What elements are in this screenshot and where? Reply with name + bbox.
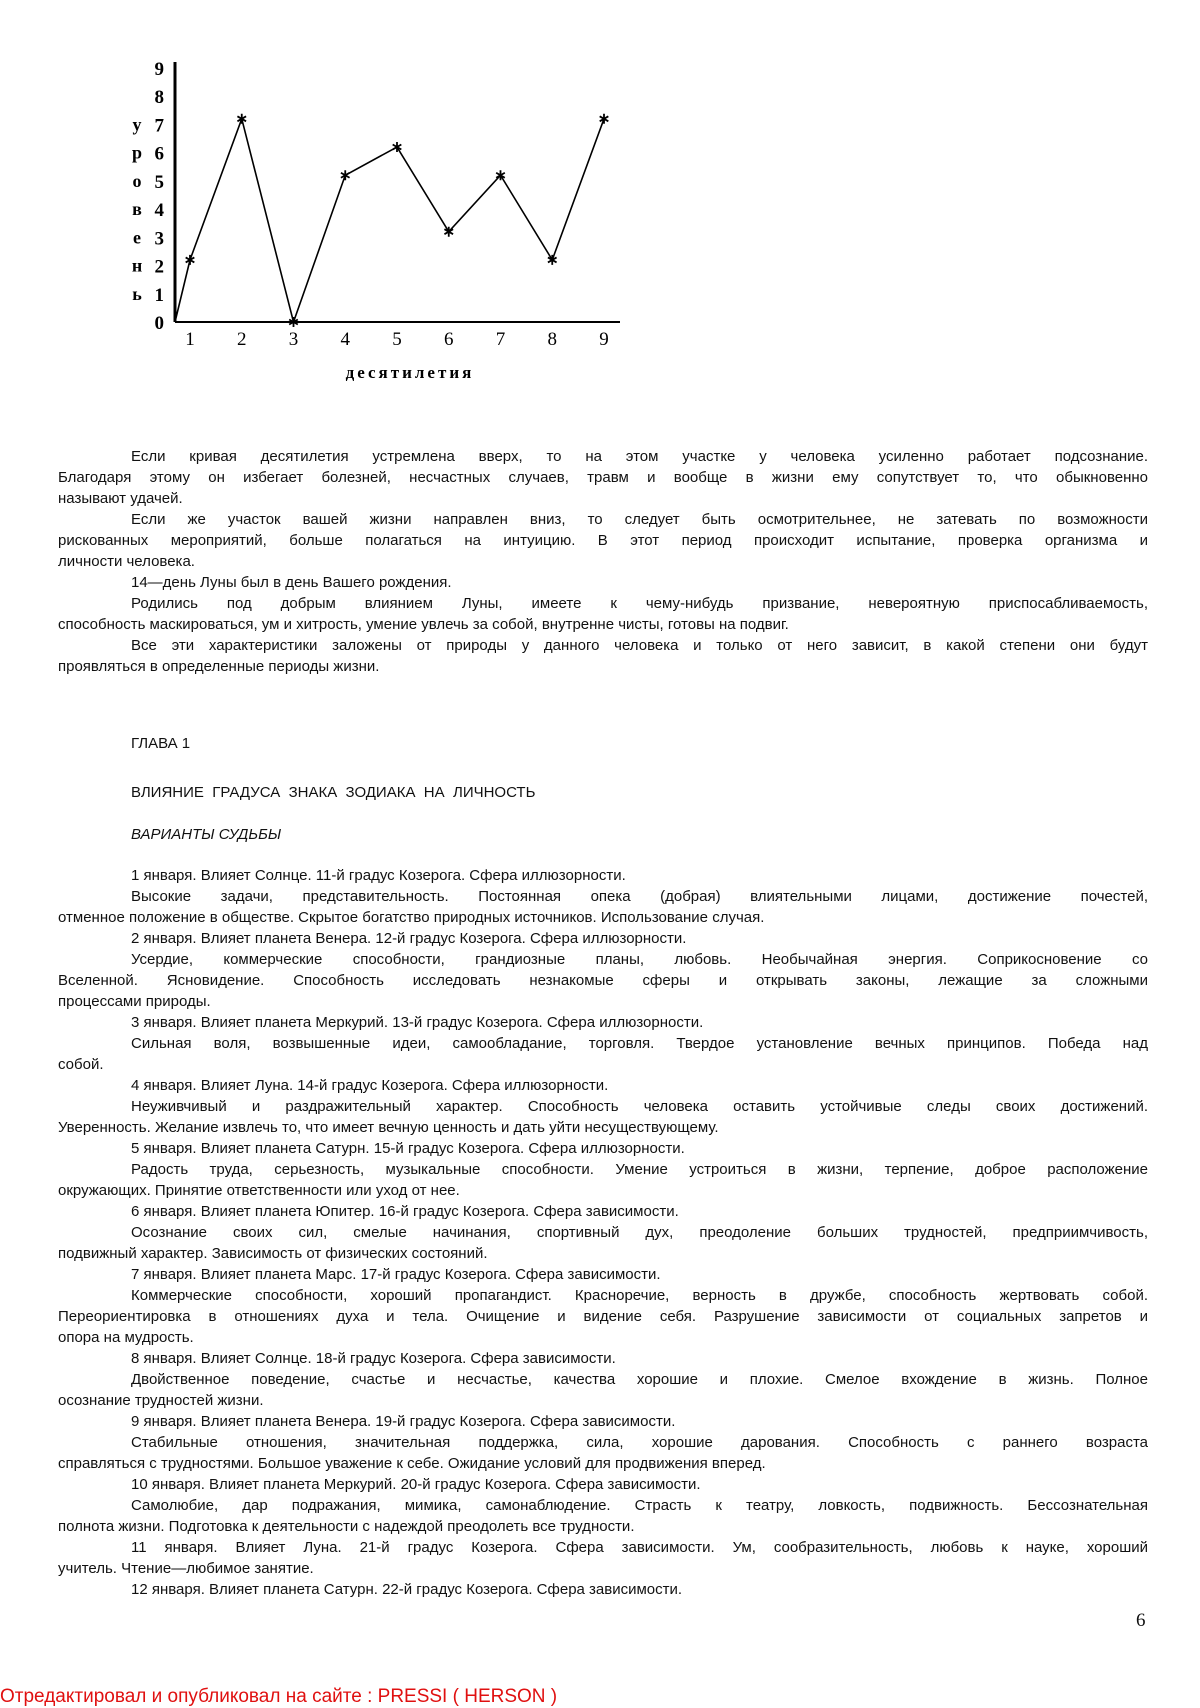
x-tick-label: 8 [548, 329, 558, 350]
paragraph-line: Высокие задачи, представительность. Постоянная опека (добрая) влиятельными лицами, достижение почестей, [58, 886, 1148, 907]
paragraph-line: Все эти характеристики заложены от природы у данного человека и только от него зависит, в какой степени они будут [58, 635, 1148, 656]
x-tick-label: 7 [496, 329, 506, 350]
x-tick-label: 9 [599, 329, 609, 350]
y-axis-title-letter: в [132, 199, 142, 219]
paragraph-line: способность маскироваться, ум и хитрость, умение увлечь за собой, внутренне чисты, готовы на подвиг. [58, 614, 1148, 635]
paragraph-line: Родились под добрым влиянием Луны, имеете к чему-нибудь призвание, невероятную приспосабливаемость, [58, 593, 1148, 614]
paragraph-line: 3 января. Влияет планета Меркурий. 13-й градус Козерога. Сфера иллюзорности. [58, 1012, 1148, 1033]
paragraph-line: Уверенность. Желание извлечь то, что имеет вечную ценность и дать уйти несуществующему. [58, 1117, 1148, 1138]
paragraph-line: 4 января. Влияет Луна. 14-й градус Козерога. Сфера иллюзорности. [58, 1075, 1148, 1096]
entries-text [58, 865, 1148, 1600]
y-tick-label: 0 [155, 313, 165, 334]
x-tick-label: 5 [392, 329, 402, 350]
publisher-footer: Отредактировал и опубликовал на сайте : PRESSI ( HERSON ) [0, 1686, 557, 1708]
paragraph-line: 10 января. Влияет планета Меркурий. 20-й градус Козерога. Сфера зависимости. [58, 1474, 1148, 1495]
chapter-title: ВЛИЯНИЕ ГРАДУСА ЗНАКА ЗОДИАКА НА ЛИЧНОСТЬ [131, 784, 535, 801]
paragraph-line: 7 января. Влияет планета Марс. 17-й градус Козерога. Сфера зависимости. [58, 1264, 1148, 1285]
paragraph-line: рискованных мероприятий, больше полагаться на интуицию. В этот период происходит испытание, проверка организма и [58, 530, 1148, 551]
y-axis-title-letter: р [132, 143, 142, 163]
paragraph-line: Неуживчивый и раздражительный характер. Способность человека оставить устойчивые следы своих достижений. [58, 1096, 1148, 1117]
paragraph-line: Сильная воля, возвышенные идеи, самообладание, торговля. Твердое установление вечных принципов. Победа над [58, 1033, 1148, 1054]
paragraph-line: 8 января. Влияет Солнце. 18-й градус Козерога. Сфера зависимости. [58, 1348, 1148, 1369]
paragraph-line: Вселенной. Ясновидение. Способность исследовать незнакомые сферы и открывать законы, лежащие за сложными [58, 970, 1148, 991]
x-tick-label: 6 [444, 329, 454, 350]
x-tick-label: 3 [289, 329, 299, 350]
paragraph-line: окружающих. Принятие ответственности или уход от нее. [58, 1180, 1148, 1201]
paragraph-line: Благодаря этому он избегает болезней, несчастных случаев, травм и вообще в жизни ему сопутствует то, что обыкновенно [58, 467, 1148, 488]
paragraph-line: 11 января. Влияет Луна. 21-й градус Козерога. Сфера зависимости. Ум, сообразительность, любовь к науке, хороший [58, 1537, 1148, 1558]
x-axis-title: десятилетия [346, 363, 475, 382]
y-axis-title-letter: ь [132, 284, 142, 304]
x-tick-label: 2 [237, 329, 247, 350]
data-point-marker [237, 114, 246, 124]
paragraph-line: 2 января. Влияет планета Венера. 12-й градус Козерога. Сфера иллюзорности. [58, 928, 1148, 949]
paragraph-line: опора на мудрость. [58, 1327, 1148, 1348]
paragraph-line: называют удачей. [58, 488, 1148, 509]
paragraph-line: 6 января. Влияет планета Юпитер. 16-й градус Козерога. Сфера зависимости. [58, 1201, 1148, 1222]
y-tick-label: 6 [155, 144, 165, 165]
series-line [175, 119, 604, 322]
paragraph-line: проявляться в определенные периоды жизни. [58, 656, 1148, 677]
decades-line-chart [0, 0, 700, 400]
paragraph-line: 12 января. Влияет планета Сатурн. 22-й градус Козерога. Сфера зависимости. [58, 1579, 1148, 1600]
y-tick-label: 5 [155, 172, 165, 193]
paragraph-line: 14—день Луны был в день Вашего рождения. [58, 572, 1148, 593]
page-number: 6 [1136, 1610, 1146, 1632]
paragraph-line: личности человека. [58, 551, 1148, 572]
y-tick-label: 3 [155, 228, 165, 249]
x-tick-label: 1 [185, 329, 195, 350]
paragraph-line: процессами природы. [58, 991, 1148, 1012]
x-tick-label: 4 [341, 329, 351, 350]
paragraph-line: учитель. Чтение—любимое занятие. [58, 1558, 1148, 1579]
chapter-subtitle: ВАРИАНТЫ СУДЬБЫ [131, 826, 281, 843]
paragraph-line: Двойственное поведение, счастье и несчастье, качества хорошие и плохие. Смелое вхождение в жизнь. Полное [58, 1369, 1148, 1390]
data-point-marker [186, 255, 195, 265]
paragraph-line: Коммерческие способности, хороший пропагандист. Красноречие, верность в дружбе, способность жертвовать собой. [58, 1285, 1148, 1306]
paragraph-line: собой. [58, 1054, 1148, 1075]
paragraph-line: Осознание своих сил, смелые начинания, спортивный дух, преодоление больших трудностей, предприимчивость, [58, 1222, 1148, 1243]
paragraph-line: Если же участок вашей жизни направлен вниз, то следует быть осмотрительнее, не затевать по возможности [58, 509, 1148, 530]
paragraph-line: 1 января. Влияет Солнце. 11-й градус Козерога. Сфера иллюзорности. [58, 865, 1148, 886]
paragraph-line: Радость труда, серьезность, музыкальные способности. Умение устроиться в жизни, терпение, доброе расположение [58, 1159, 1148, 1180]
paragraph-line: справляться с трудностями. Большое уважение к себе. Ожидание условий для продвижения вперед. [58, 1453, 1148, 1474]
y-axis-title-letter: н [132, 256, 142, 276]
y-tick-label: 9 [155, 59, 165, 80]
paragraph-line: Переориентировка в отношениях духа и тела. Очищение и видение себя. Разрушение зависимости от социальных запретов и [58, 1306, 1148, 1327]
y-tick-label: 7 [155, 115, 165, 136]
chapter-label: ГЛАВА 1 [131, 735, 190, 752]
paragraph-line: отменное положение в обществе. Скрытое богатство природных источников. Использование случая. [58, 907, 1148, 928]
y-tick-label: 1 [155, 285, 165, 306]
paragraph-line: подвижный характер. Зависимость от физических состояний. [58, 1243, 1148, 1264]
intro-text [58, 446, 1148, 677]
y-axis-title-letter: у [133, 114, 142, 134]
data-point-marker [600, 114, 609, 124]
paragraph-line: 9 января. Влияет планета Венера. 19-й градус Козерога. Сфера зависимости. [58, 1411, 1148, 1432]
paragraph-line: Стабильные отношения, значительная поддержка, сила, хорошие дарования. Способность с раннего возраста [58, 1432, 1148, 1453]
paragraph-line: 5 января. Влияет планета Сатурн. 15-й градус Козерога. Сфера иллюзорности. [58, 1138, 1148, 1159]
paragraph-line: полнота жизни. Подготовка к деятельности с надеждой преодолеть все трудности. [58, 1516, 1148, 1537]
y-tick-label: 2 [155, 257, 165, 278]
paragraph-line: Если кривая десятилетия устремлена вверх, то на этом участке у человека усиленно работает подсознание. [58, 446, 1148, 467]
y-axis-title-letter: е [133, 227, 141, 247]
y-axis-title-letter: о [133, 171, 142, 191]
paragraph-line: Усердие, коммерческие способности, грандиозные планы, любовь. Необычайная энергия. Соприкосновение со [58, 949, 1148, 970]
paragraph-line: осознание трудностей жизни. [58, 1390, 1148, 1411]
y-tick-label: 8 [155, 87, 165, 108]
paragraph-line: Самолюбие, дар подражания, мимика, самонаблюдение. Страсть к театру, ловкость, подвижность. Бессознательная [58, 1495, 1148, 1516]
data-point-marker [341, 170, 350, 180]
y-tick-label: 4 [155, 200, 165, 221]
